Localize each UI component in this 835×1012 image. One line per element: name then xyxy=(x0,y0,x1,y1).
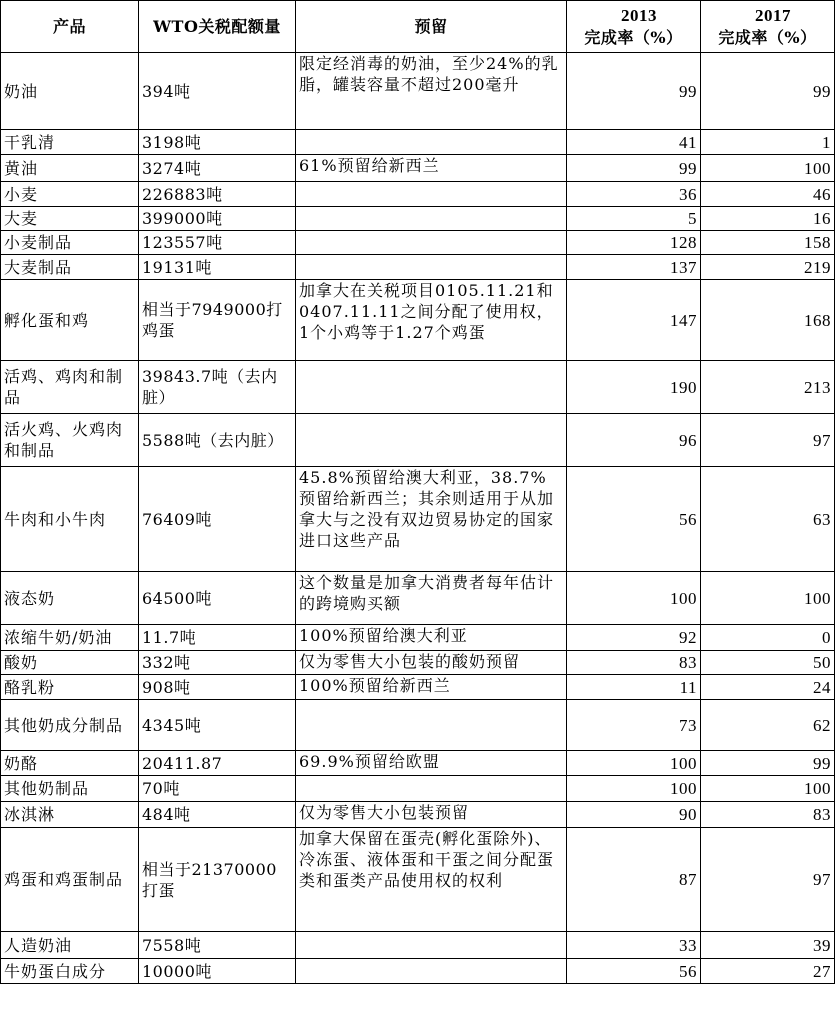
rate-2017-cell: 24 xyxy=(701,675,835,700)
table-row xyxy=(1,675,835,700)
rate-2013-cell: 41 xyxy=(567,130,701,155)
table-row xyxy=(1,255,835,280)
rate-2017-cell: 100 xyxy=(701,155,835,182)
quota-cell: 相当于21370000打蛋 xyxy=(139,828,296,932)
product-cell: 活鸡、鸡肉和制品 xyxy=(1,361,139,414)
product-cell: 其他奶成分制品 xyxy=(1,700,139,751)
reservation-cell xyxy=(296,182,567,207)
product-cell: 奶酪 xyxy=(1,751,139,776)
rate-2017-cell: 158 xyxy=(701,231,835,255)
reservation-cell xyxy=(296,207,567,231)
reservation-cell: 45.8%预留给澳大利亚，38.7%预留给新西兰；其余则适用于从加拿大与之没有双边贸易协定的国家进口这些产品 xyxy=(296,467,567,572)
reservation-cell: 这个数量是加拿大消费者每年估计的跨境购买额 xyxy=(296,572,567,625)
rate-2013-cell: 96 xyxy=(567,414,701,467)
reservation-cell xyxy=(296,130,567,155)
quota-cell: 7558吨 xyxy=(139,932,296,959)
product-cell: 活火鸡、火鸡肉和制品 xyxy=(1,414,139,467)
rate-2017-cell: 63 xyxy=(701,467,835,572)
table-row xyxy=(1,231,835,255)
rate-2013-cell: 73 xyxy=(567,700,701,751)
quota-cell: 5588吨（去内脏） xyxy=(139,414,296,467)
rate-2013-cell: 190 xyxy=(567,361,701,414)
reservation-cell: 61%预留给新西兰 xyxy=(296,155,567,182)
reservation-cell xyxy=(296,959,567,984)
quota-cell: 39843.7吨（去内脏） xyxy=(139,361,296,414)
quota-cell: 70吨 xyxy=(139,776,296,802)
rate-2013-cell: 128 xyxy=(567,231,701,255)
quota-cell: 3198吨 xyxy=(139,130,296,155)
header-year-2017: 2017 xyxy=(755,5,791,25)
table-row xyxy=(1,53,835,130)
table-row xyxy=(1,361,835,414)
quota-cell: 3274吨 xyxy=(139,155,296,182)
table-row xyxy=(1,280,835,361)
product-cell: 小麦制品 xyxy=(1,231,139,255)
table-row xyxy=(1,155,835,182)
table-row xyxy=(1,700,835,751)
product-cell: 其他奶制品 xyxy=(1,776,139,802)
table-row xyxy=(1,207,835,231)
header-2017 xyxy=(701,1,835,53)
quota-cell: 332吨 xyxy=(139,651,296,675)
reservation-cell xyxy=(296,255,567,280)
reservation-cell: 仅为零售大小包装预留 xyxy=(296,802,567,828)
rate-2017-cell: 213 xyxy=(701,361,835,414)
rate-2017-cell: 50 xyxy=(701,651,835,675)
quota-cell: 11.7吨 xyxy=(139,625,296,651)
product-cell: 牛肉和小牛肉 xyxy=(1,467,139,572)
reservation-cell: 69.9%预留给欧盟 xyxy=(296,751,567,776)
table-row xyxy=(1,751,835,776)
quota-cell: 76409吨 xyxy=(139,467,296,572)
quota-cell: 64500吨 xyxy=(139,572,296,625)
reservation-cell: 加拿大保留在蛋壳(孵化蛋除外)、冷冻蛋、液体蛋和干蛋之间分配蛋类和蛋类产品使用权的权利 xyxy=(296,828,567,932)
table-row xyxy=(1,651,835,675)
quota-cell: 394吨 xyxy=(139,53,296,130)
reservation-cell xyxy=(296,414,567,467)
quota-cell: 484吨 xyxy=(139,802,296,828)
rate-2017-cell: 99 xyxy=(701,751,835,776)
rate-2013-cell: 90 xyxy=(567,802,701,828)
rate-2013-cell: 137 xyxy=(567,255,701,280)
rate-2017-cell: 100 xyxy=(701,572,835,625)
rate-2017-cell: 219 xyxy=(701,255,835,280)
rate-2013-cell: 5 xyxy=(567,207,701,231)
product-cell: 浓缩牛奶/奶油 xyxy=(1,625,139,651)
rate-2013-cell: 56 xyxy=(567,959,701,984)
rate-2013-cell: 100 xyxy=(567,776,701,802)
reservation-cell: 限定经消毒的奶油，至少24%的乳脂，罐装容量不超过200毫升 xyxy=(296,53,567,130)
reservation-cell: 仅为零售大小包装的酸奶预留 xyxy=(296,651,567,675)
product-cell: 酸奶 xyxy=(1,651,139,675)
rate-2013-cell: 11 xyxy=(567,675,701,700)
table-row xyxy=(1,828,835,932)
rate-2017-cell: 27 xyxy=(701,959,835,984)
rate-2013-cell: 147 xyxy=(567,280,701,361)
quota-cell: 20411.87 xyxy=(139,751,296,776)
table-row xyxy=(1,959,835,984)
rate-2013-cell: 83 xyxy=(567,651,701,675)
rate-2013-cell: 92 xyxy=(567,625,701,651)
table-row xyxy=(1,776,835,802)
rate-2013-cell: 36 xyxy=(567,182,701,207)
quota-cell: 19131吨 xyxy=(139,255,296,280)
quota-cell: 4345吨 xyxy=(139,700,296,751)
rate-2013-cell: 87 xyxy=(567,828,701,932)
rate-2017-cell: 46 xyxy=(701,182,835,207)
quota-cell: 908吨 xyxy=(139,675,296,700)
product-cell: 牛奶蛋白成分 xyxy=(1,959,139,984)
product-cell: 小麦 xyxy=(1,182,139,207)
reservation-cell xyxy=(296,776,567,802)
rate-2017-cell: 97 xyxy=(701,414,835,467)
product-cell: 人造奶油 xyxy=(1,932,139,959)
header-reservation: 预留 xyxy=(296,1,567,53)
product-cell: 鸡蛋和鸡蛋制品 xyxy=(1,828,139,932)
header-year-2013: 2013 xyxy=(621,5,657,25)
table-row xyxy=(1,625,835,651)
table-row xyxy=(1,130,835,155)
rate-2017-cell: 39 xyxy=(701,932,835,959)
product-cell: 冰淇淋 xyxy=(1,802,139,828)
header-quota: WTO关税配额量 xyxy=(139,1,296,53)
rate-2017-cell: 0 xyxy=(701,625,835,651)
table-row xyxy=(1,182,835,207)
table-row xyxy=(1,414,835,467)
table-row xyxy=(1,467,835,572)
rate-2017-cell: 83 xyxy=(701,802,835,828)
product-cell: 大麦制品 xyxy=(1,255,139,280)
reservation-cell: 100%预留给澳大利亚 xyxy=(296,625,567,651)
rate-2013-cell: 56 xyxy=(567,467,701,572)
reservation-cell xyxy=(296,700,567,751)
reservation-cell xyxy=(296,231,567,255)
product-cell: 酪乳粉 xyxy=(1,675,139,700)
rate-2013-cell: 99 xyxy=(567,155,701,182)
rate-2013-cell: 99 xyxy=(567,53,701,130)
product-cell: 干乳清 xyxy=(1,130,139,155)
reservation-cell xyxy=(296,361,567,414)
product-cell: 孵化蛋和鸡 xyxy=(1,280,139,361)
product-cell: 液态奶 xyxy=(1,572,139,625)
rate-2017-cell: 100 xyxy=(701,776,835,802)
quota-cell: 相当于7949000打鸡蛋 xyxy=(139,280,296,361)
quota-cell: 399000吨 xyxy=(139,207,296,231)
header-rate-2017: 完成率（%） xyxy=(718,27,817,47)
rate-2013-cell: 33 xyxy=(567,932,701,959)
rate-2017-cell: 1 xyxy=(701,130,835,155)
reservation-cell: 100%预留给新西兰 xyxy=(296,675,567,700)
rate-2013-cell: 100 xyxy=(567,751,701,776)
header-product: 产品 xyxy=(1,1,139,53)
header-2013 xyxy=(567,1,701,53)
table-row xyxy=(1,932,835,959)
quota-cell: 123557吨 xyxy=(139,231,296,255)
product-cell: 奶油 xyxy=(1,53,139,130)
rate-2017-cell: 62 xyxy=(701,700,835,751)
product-cell: 大麦 xyxy=(1,207,139,231)
product-cell: 黄油 xyxy=(1,155,139,182)
quota-cell: 10000吨 xyxy=(139,959,296,984)
header-row xyxy=(1,1,835,53)
rate-2017-cell: 16 xyxy=(701,207,835,231)
quota-cell: 226883吨 xyxy=(139,182,296,207)
table-row xyxy=(1,572,835,625)
header-rate-2013: 完成率（%） xyxy=(584,27,683,47)
rate-2017-cell: 97 xyxy=(701,828,835,932)
reservation-cell xyxy=(296,932,567,959)
table-row xyxy=(1,802,835,828)
rate-2017-cell: 168 xyxy=(701,280,835,361)
rate-2017-cell: 99 xyxy=(701,53,835,130)
rate-2013-cell: 100 xyxy=(567,572,701,625)
reservation-cell: 加拿大在关税项目0105.11.21和0407.11.11之间分配了使用权，1个小鸡等于1.27个鸡蛋 xyxy=(296,280,567,361)
